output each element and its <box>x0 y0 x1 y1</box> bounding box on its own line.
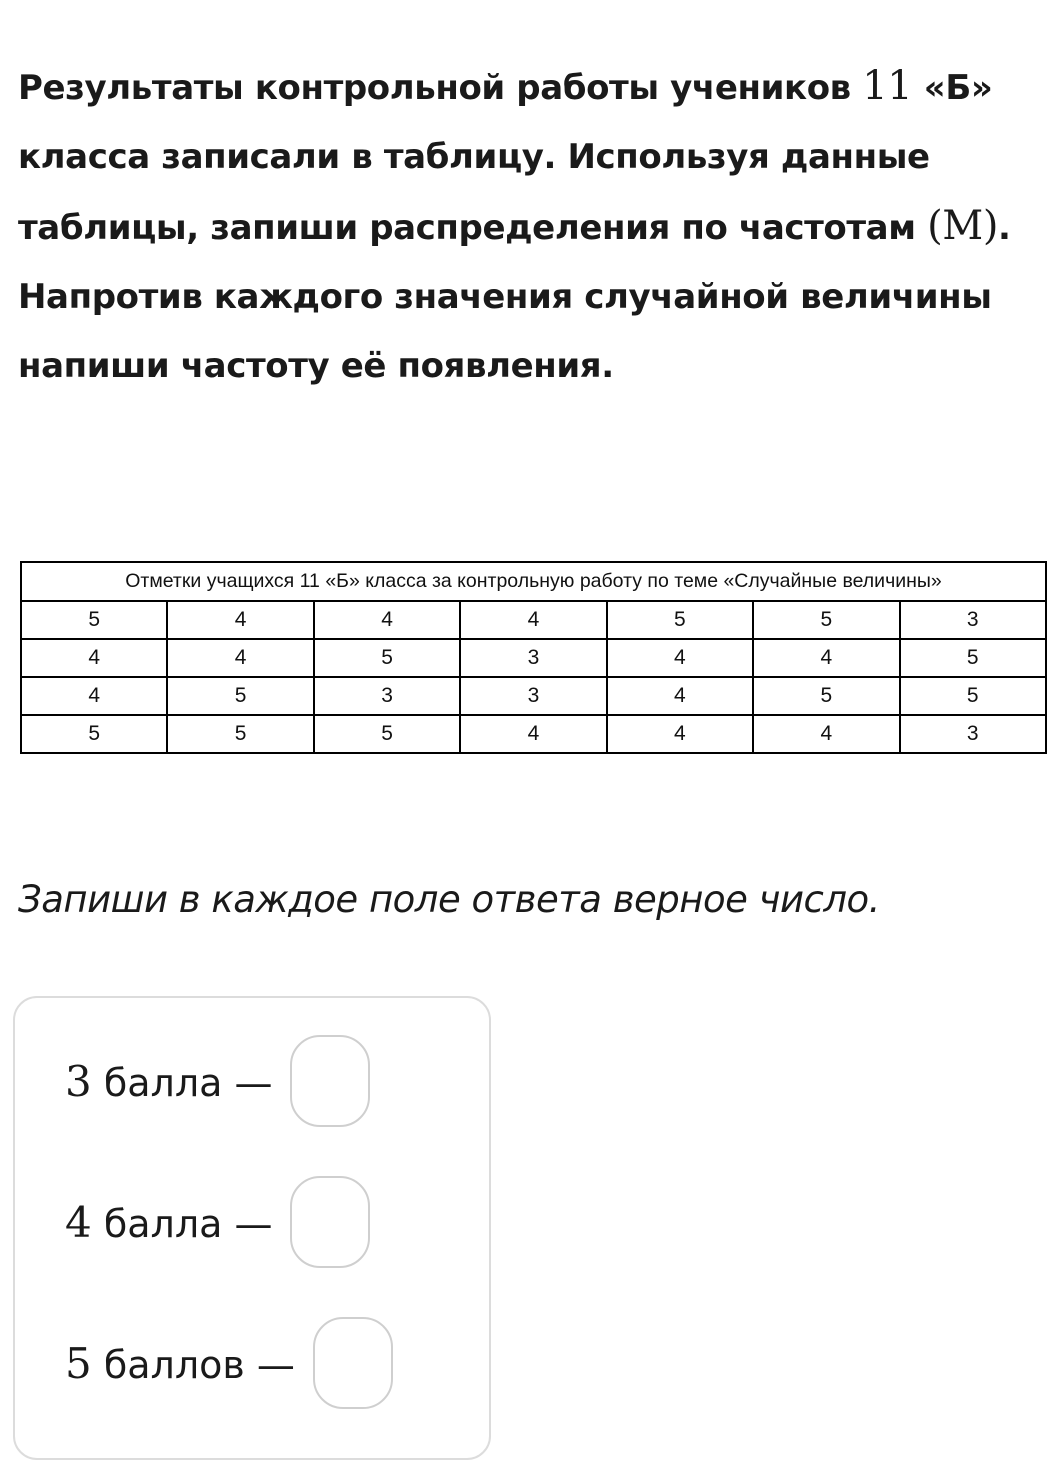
table-header-row <box>21 562 1046 601</box>
table-cell: 3 <box>460 677 606 715</box>
table-cell: 4 <box>167 601 313 639</box>
table-row <box>21 715 1046 753</box>
grades-table <box>20 561 1047 754</box>
answer-input-4[interactable] <box>290 1176 370 1268</box>
task-class-number: 11 <box>862 63 913 109</box>
table-cell: 5 <box>21 715 167 753</box>
table-cell: 5 <box>314 715 460 753</box>
task-text-part1: Результаты контрольной работы учеников <box>18 68 863 108</box>
table-cell: 4 <box>607 677 753 715</box>
table-cell: 3 <box>900 601 1046 639</box>
task-text-part3: . Напротив каждого значения случайной величины напиши частоту её появления. <box>18 208 1011 386</box>
table-cell: 5 <box>167 715 313 753</box>
answer-label-text: баллов — <box>91 1342 295 1387</box>
table-cell: 3 <box>460 639 606 677</box>
table-cell: 5 <box>167 677 313 715</box>
table-cell: 3 <box>900 715 1046 753</box>
answer-label-5 <box>65 1339 295 1388</box>
table-cell: 4 <box>460 715 606 753</box>
table-cell: 5 <box>607 601 753 639</box>
answer-number: 3 <box>65 1056 92 1106</box>
answer-row-5 <box>65 1315 393 1411</box>
answer-number: 4 <box>65 1197 92 1247</box>
table-cell: 4 <box>21 677 167 715</box>
table-cell: 5 <box>314 639 460 677</box>
answer-label-text: балла — <box>91 1060 273 1105</box>
task-math-symbol: (M) <box>927 203 999 249</box>
table-cell: 5 <box>21 601 167 639</box>
table-row <box>21 639 1046 677</box>
table-row <box>21 601 1046 639</box>
table-cell: 4 <box>460 601 606 639</box>
answer-card <box>13 996 491 1460</box>
answer-number: 5 <box>65 1338 92 1388</box>
table-cell: 5 <box>753 601 899 639</box>
answer-label-3 <box>65 1057 272 1106</box>
answer-input-3[interactable] <box>290 1035 370 1127</box>
table-cell: 4 <box>753 715 899 753</box>
answer-hint: Запиши в каждое поле ответа верное число. <box>18 878 880 921</box>
task-text <box>18 52 1038 401</box>
answer-label-text: балла — <box>91 1201 273 1246</box>
table-cell: 5 <box>900 639 1046 677</box>
table-cell: 5 <box>753 677 899 715</box>
table-cell: 4 <box>167 639 313 677</box>
table-cell: 4 <box>607 639 753 677</box>
table-cell: 4 <box>314 601 460 639</box>
table-cell: 4 <box>607 715 753 753</box>
answer-row-3 <box>65 1033 370 1129</box>
table-row <box>21 677 1046 715</box>
task-text-part2: «Б» класса записали в таблицу. Используя данные таблицы, запиши распределения по частотам <box>18 68 993 248</box>
table-cell: 3 <box>314 677 460 715</box>
table-cell: 4 <box>21 639 167 677</box>
answer-input-5[interactable] <box>313 1317 393 1409</box>
table-caption: Отметки учащихся 11 «Б» класса за контрольную работу по теме «Случайные величины» <box>21 562 1046 601</box>
table-cell: 4 <box>753 639 899 677</box>
answer-row-4 <box>65 1174 370 1270</box>
answer-label-4 <box>65 1198 272 1247</box>
table-cell: 5 <box>900 677 1046 715</box>
